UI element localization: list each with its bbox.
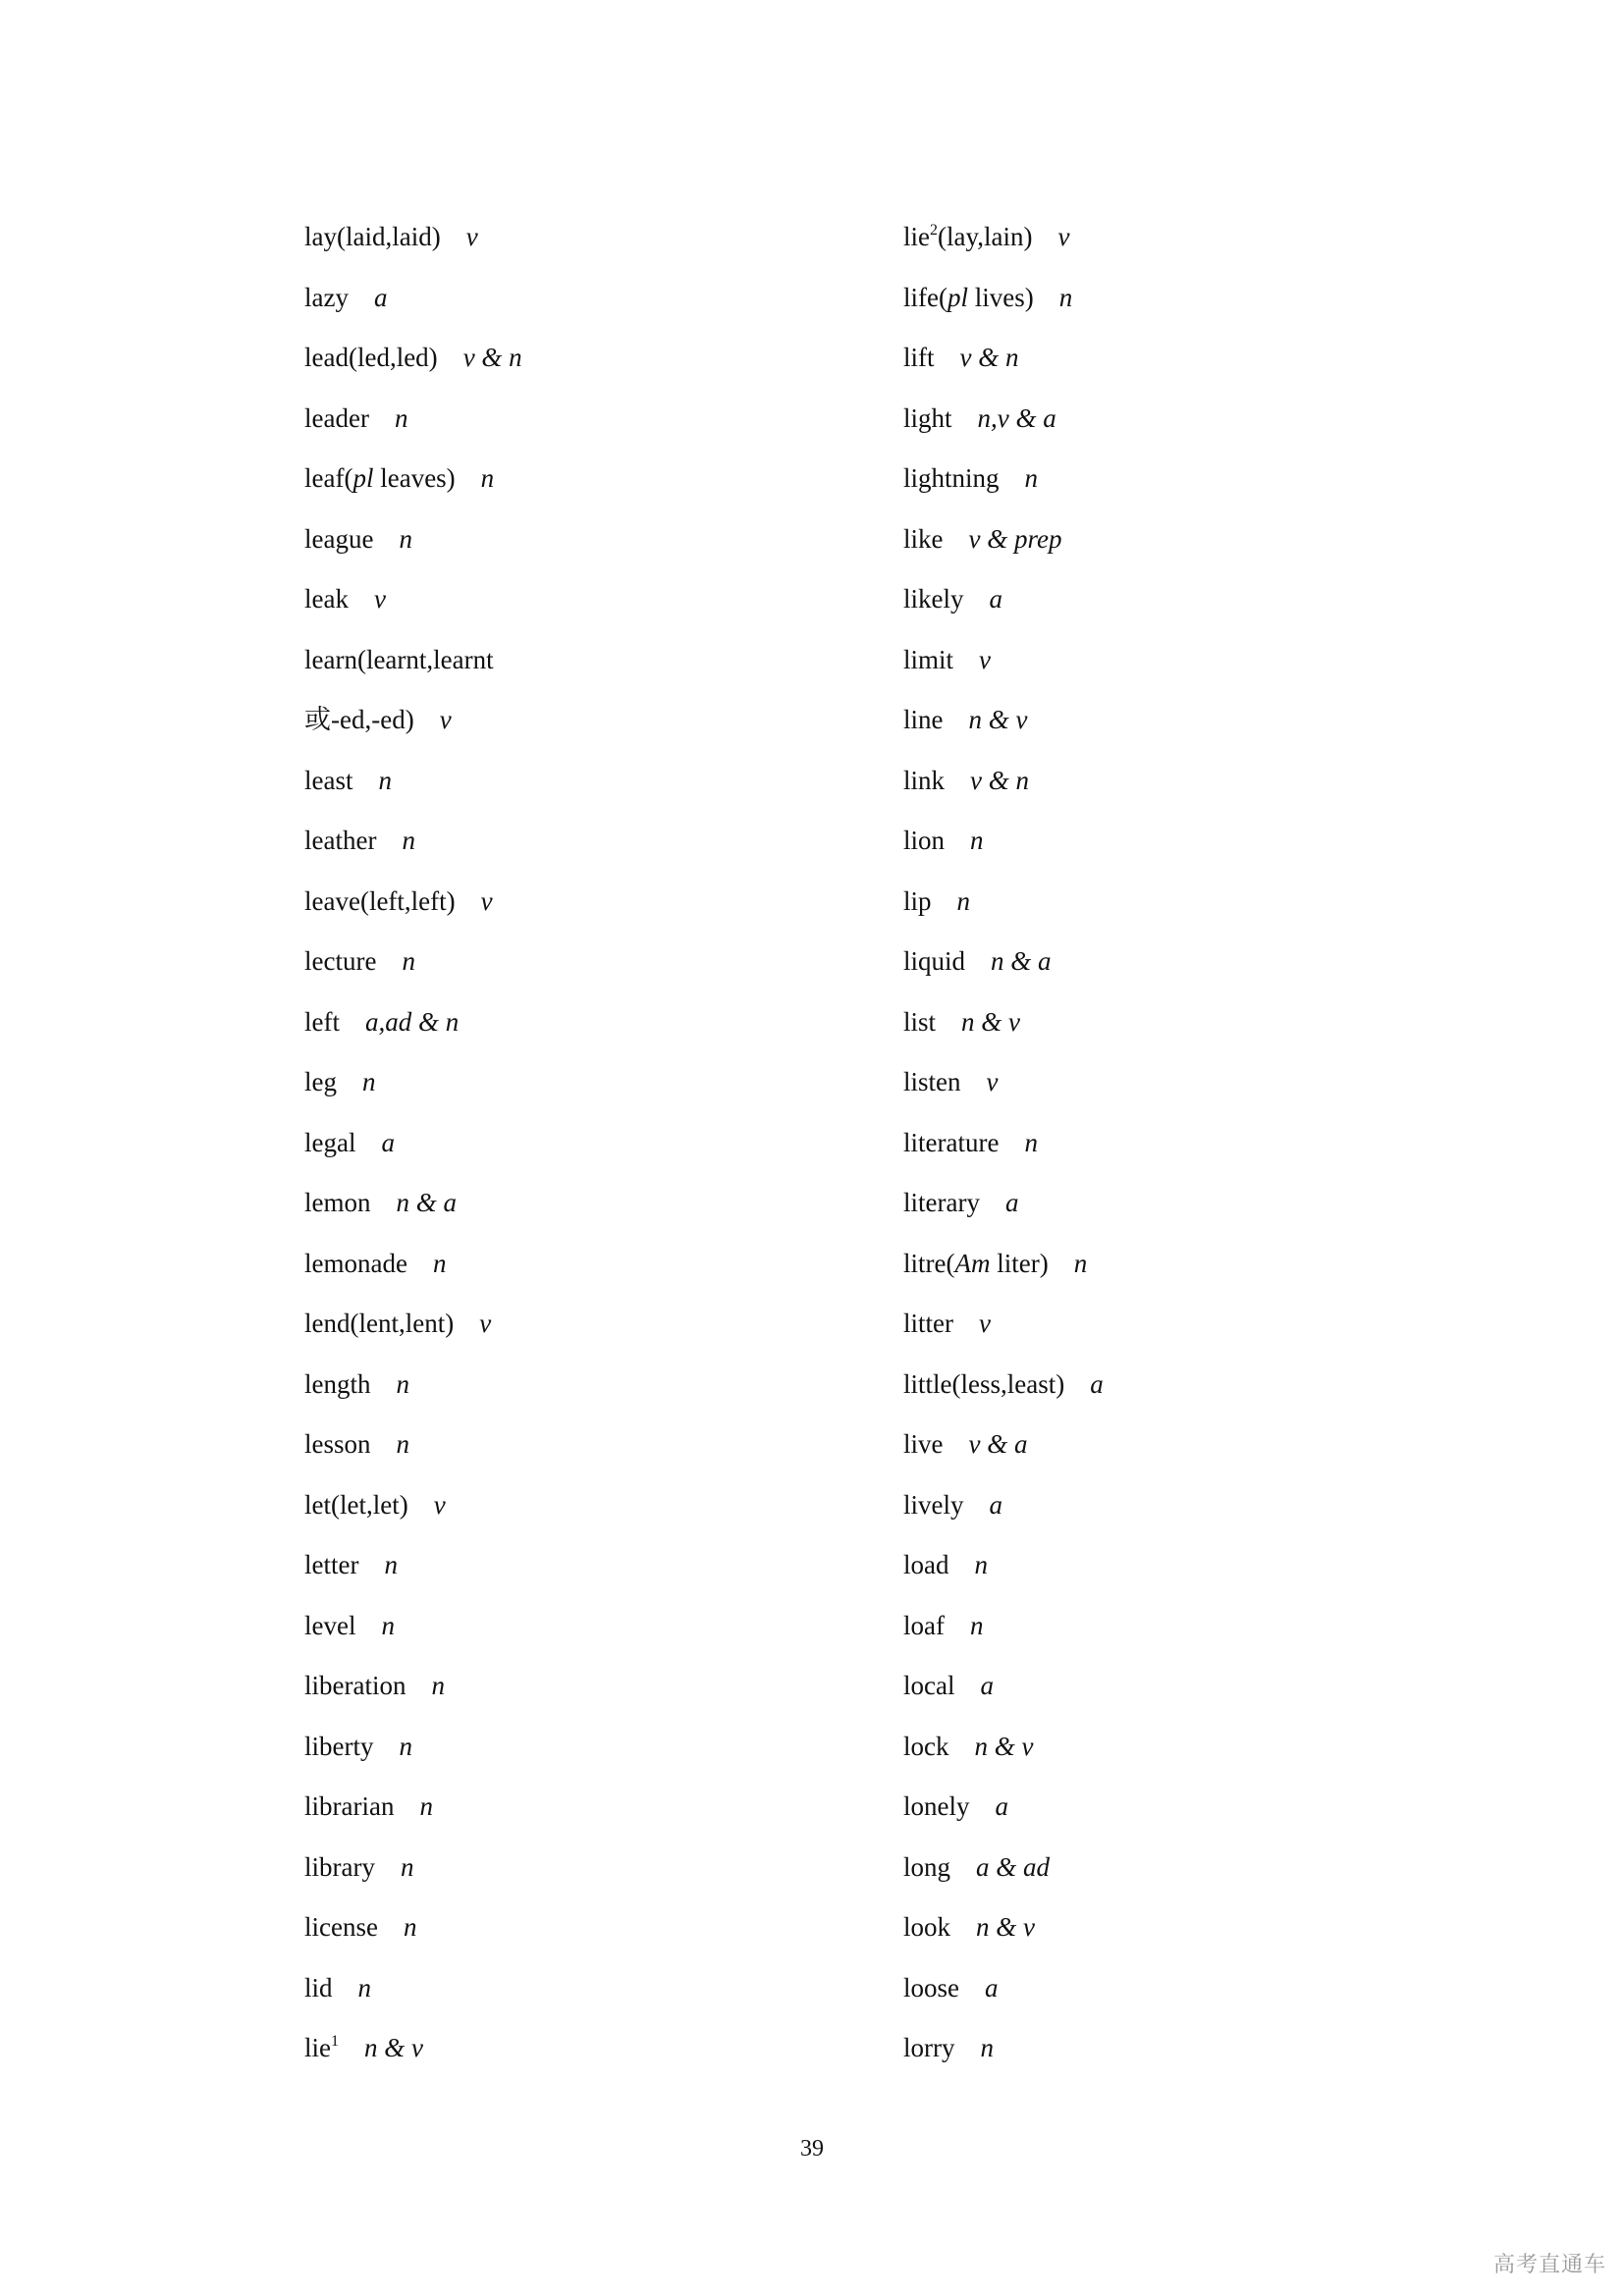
vocab-entry	[903, 2024, 1453, 2085]
entry-word: lie	[903, 222, 930, 251]
vocab-entry	[304, 937, 854, 998]
entry-part-of-speech: n	[1024, 463, 1039, 493]
entry-word: leak	[304, 584, 349, 614]
vocab-entry	[304, 1964, 854, 2025]
entry-part-of-speech: n	[396, 1429, 409, 1459]
entry-part-of-speech: a	[980, 1671, 994, 1700]
entry-word: lightning	[903, 463, 1000, 493]
vocab-entry	[903, 1541, 1453, 1602]
entry-word: light	[903, 402, 952, 433]
right-column	[903, 213, 1453, 2085]
vocab-entry	[304, 1843, 854, 1904]
entry-part-of-speech: a	[381, 1127, 395, 1157]
entry-word: lock	[903, 1731, 949, 1761]
entry-part-of-speech: n	[969, 1610, 984, 1640]
entry-part-of-speech: a,ad & n	[364, 1006, 460, 1037]
vocab-entry	[903, 1602, 1453, 1663]
entry-part-of-speech: a	[1004, 1188, 1019, 1217]
entry-part-of-speech: a	[373, 282, 388, 312]
vocab-entry	[304, 1420, 854, 1481]
entry-part-of-speech: a	[989, 584, 1002, 614]
vocab-entry	[304, 575, 854, 636]
entry-word: 或-ed,-ed)	[304, 705, 414, 734]
entry-word: literature	[903, 1127, 1000, 1157]
vocab-entry	[903, 636, 1453, 697]
entry-part-of-speech: n	[378, 765, 392, 795]
entry-word: litre(	[903, 1248, 955, 1278]
vocab-entry	[304, 1300, 854, 1361]
entry-part-of-speech: n	[402, 826, 415, 855]
vocab-entry	[903, 1240, 1453, 1301]
entry-word: lemonade	[304, 1248, 407, 1278]
vocab-entry	[903, 1119, 1453, 1180]
vocab-entry	[903, 395, 1453, 455]
entry-word: local	[903, 1671, 955, 1700]
entry-word: lorry	[903, 2033, 955, 2062]
entry-part-of-speech: v & n	[970, 765, 1030, 795]
vocab-entry	[304, 213, 854, 274]
vocab-entry	[304, 1240, 854, 1301]
entry-word: leader	[304, 402, 369, 433]
vocab-entry	[304, 1058, 854, 1119]
entry-word: literary	[903, 1188, 980, 1217]
vocab-entry	[304, 1179, 854, 1240]
entry-word: liberty	[304, 1731, 374, 1761]
entry-part-of-speech: n & v	[974, 1731, 1034, 1761]
vocab-entry	[304, 998, 854, 1059]
entry-part-of-speech: n	[399, 1731, 412, 1761]
entry-word-italic: pl	[352, 463, 374, 493]
entry-word: license	[304, 1912, 378, 1942]
vocab-entry	[304, 1361, 854, 1421]
entry-word: lesson	[304, 1429, 371, 1459]
entry-word: leg	[304, 1067, 337, 1096]
entry-superscript: 2	[930, 222, 938, 239]
vocab-entry	[304, 1662, 854, 1723]
vocab-entry	[903, 696, 1453, 757]
entry-word: left	[304, 1006, 340, 1037]
entry-word: lecture	[304, 946, 377, 976]
entry-part-of-speech: v	[986, 1067, 999, 1096]
entry-word-italic: pl	[947, 282, 968, 312]
vocab-entry	[903, 937, 1453, 998]
entry-word: let(let,let)	[304, 1489, 408, 1520]
entry-word: limit	[903, 644, 954, 674]
vocab-entry	[304, 878, 854, 938]
entry-part-of-speech: v	[1057, 222, 1070, 251]
vocab-entry	[304, 334, 854, 395]
entry-part-of-speech: n	[399, 523, 412, 554]
entry-part-of-speech: v	[433, 1489, 446, 1520]
entry-part-of-speech: v	[465, 222, 478, 251]
entry-word: lift	[903, 343, 935, 372]
entry-word: lend(lent,lent)	[304, 1308, 455, 1338]
entry-part-of-speech: n	[974, 1550, 988, 1579]
entry-word-italic: Am	[954, 1248, 991, 1278]
vocab-entry	[304, 636, 854, 697]
entry-word: leave(left,left)	[304, 885, 456, 916]
entry-part-of-speech: a & ad	[976, 1851, 1051, 1882]
vocab-entry	[903, 878, 1453, 938]
entry-word: litter	[903, 1308, 953, 1338]
vocab-entry	[903, 1783, 1453, 1843]
vocab-entry	[903, 1058, 1453, 1119]
page-number: 39	[800, 2136, 824, 2162]
entry-word: loaf	[903, 1610, 945, 1640]
entry-word-tail: lives)	[968, 282, 1034, 312]
vocab-entry	[903, 334, 1453, 395]
vocab-entry	[304, 1783, 854, 1843]
entry-word-tail: (lay,lain)	[938, 222, 1033, 251]
entry-word: link	[903, 765, 946, 795]
entry-word: lion	[903, 826, 946, 855]
vocab-entry	[903, 213, 1453, 274]
vocab-entry	[304, 274, 854, 335]
entry-part-of-speech: v	[479, 1308, 492, 1338]
left-column	[304, 213, 854, 2085]
entry-part-of-speech: a	[989, 1489, 1002, 1520]
vocab-entry	[903, 757, 1453, 818]
entry-word: letter	[304, 1550, 359, 1579]
vocab-entry	[903, 817, 1453, 878]
vocab-entry	[304, 817, 854, 878]
vocab-entry	[304, 1541, 854, 1602]
entry-word: lead(led,led)	[304, 343, 438, 372]
entry-part-of-speech: n & v	[364, 2033, 423, 2062]
vocab-entry	[304, 1481, 854, 1542]
entry-word: little(less,least)	[903, 1368, 1065, 1399]
entry-part-of-speech: n	[980, 2033, 994, 2062]
vocab-entry	[903, 1179, 1453, 1240]
vocab-entry	[304, 515, 854, 576]
entry-part-of-speech: n	[956, 885, 971, 916]
entry-word: long	[903, 1851, 951, 1882]
entry-part-of-speech: v	[439, 705, 452, 734]
vocab-entry	[903, 1420, 1453, 1481]
entry-part-of-speech: n	[362, 1067, 376, 1096]
entry-part-of-speech: n	[394, 402, 408, 433]
entry-part-of-speech: v & n	[959, 343, 1019, 372]
entry-word: lip	[903, 885, 932, 916]
vocab-entry	[903, 274, 1453, 335]
entry-part-of-speech: v	[480, 885, 493, 916]
entry-part-of-speech: a	[1090, 1368, 1104, 1399]
entry-part-of-speech: v & prep	[968, 523, 1062, 554]
entry-word: learn(learnt,learnt	[304, 644, 494, 674]
entry-word: likely	[903, 584, 964, 614]
entry-word: lid	[304, 1972, 333, 2002]
entry-word: leather	[304, 826, 377, 855]
entry-word: lemon	[304, 1188, 371, 1217]
entry-part-of-speech: n	[384, 1550, 398, 1579]
vocab-entry	[304, 757, 854, 818]
entry-part-of-speech: n	[1058, 282, 1073, 312]
entry-part-of-speech: n	[381, 1610, 395, 1640]
entry-word: level	[304, 1610, 356, 1640]
entry-word: line	[903, 705, 944, 734]
entry-part-of-speech: n & v	[961, 1006, 1021, 1037]
vocab-entry	[903, 1903, 1453, 1964]
entry-word: loose	[903, 1972, 959, 2002]
entry-part-of-speech: v	[979, 644, 991, 674]
entry-word: lay(laid,laid)	[304, 222, 441, 251]
entry-word: lonely	[903, 1791, 970, 1821]
entry-word: listen	[903, 1067, 961, 1096]
entry-part-of-speech: n	[402, 946, 415, 976]
vocab-entry	[903, 575, 1453, 636]
vocab-entry	[304, 696, 854, 757]
entry-word: like	[903, 523, 944, 554]
entry-superscript: 1	[331, 2033, 339, 2050]
entry-part-of-speech: n & a	[396, 1188, 458, 1217]
entry-part-of-speech: n & a	[991, 946, 1052, 976]
entry-part-of-speech: n,v & a	[977, 402, 1056, 433]
entry-word: legal	[304, 1127, 356, 1157]
vocab-entry	[304, 454, 854, 515]
entry-part-of-speech: n	[357, 1972, 372, 2002]
vocab-entry	[304, 395, 854, 455]
vocab-entry	[903, 1662, 1453, 1723]
entry-word: liberation	[304, 1671, 406, 1700]
entry-word: list	[903, 1006, 937, 1037]
entry-part-of-speech: n	[1073, 1248, 1088, 1278]
vocab-entry	[903, 454, 1453, 515]
entry-word: librarian	[304, 1791, 395, 1821]
vocab-entry	[903, 1723, 1453, 1784]
vocab-entry	[903, 1300, 1453, 1361]
entry-part-of-speech: a	[985, 1972, 999, 2002]
entry-part-of-speech: n & v	[968, 705, 1028, 734]
vocab-entry	[304, 1903, 854, 1964]
vocab-entry	[304, 1723, 854, 1784]
entry-word: load	[903, 1550, 949, 1579]
vocab-entry	[304, 1602, 854, 1663]
entry-word-tail: leaves)	[373, 463, 456, 493]
vocab-entry	[903, 515, 1453, 576]
entry-word: library	[304, 1851, 375, 1882]
vocab-entry	[903, 1361, 1453, 1421]
entry-part-of-speech: n	[396, 1368, 409, 1399]
entry-part-of-speech: v & n	[462, 343, 522, 372]
entry-word: liquid	[903, 946, 966, 976]
entry-part-of-speech: n	[1024, 1127, 1038, 1157]
vocab-entry	[903, 1843, 1453, 1904]
vocab-entry	[304, 2024, 854, 2085]
entry-word: lie	[304, 2033, 331, 2062]
vocab-entry	[903, 1481, 1453, 1542]
entry-part-of-speech: n	[432, 1248, 447, 1278]
entry-part-of-speech: v	[978, 1308, 991, 1338]
entry-part-of-speech: n	[403, 1912, 417, 1942]
entry-word: look	[903, 1912, 951, 1942]
entry-part-of-speech: v	[373, 584, 386, 614]
vocab-entry	[903, 1964, 1453, 2025]
entry-part-of-speech: n	[419, 1791, 433, 1821]
entry-word: life(	[903, 282, 947, 312]
entry-word: lively	[903, 1489, 964, 1520]
vocab-entry	[903, 998, 1453, 1059]
entry-word: least	[304, 765, 353, 795]
entry-part-of-speech: a	[995, 1791, 1008, 1821]
entry-part-of-speech: v & a	[968, 1429, 1028, 1459]
entry-word: lazy	[304, 282, 349, 312]
entry-word: league	[304, 523, 374, 554]
entry-word-tail: liter)	[990, 1248, 1049, 1278]
watermark: 高考直通车	[1492, 2253, 1606, 2277]
entry-word: leaf(	[304, 463, 353, 493]
entry-part-of-speech: n	[480, 463, 495, 493]
entry-part-of-speech: n	[431, 1671, 445, 1700]
entry-word: length	[304, 1368, 371, 1399]
entry-part-of-speech: n	[400, 1851, 414, 1882]
vocab-entry	[304, 1119, 854, 1180]
entry-part-of-speech: n	[970, 826, 984, 855]
entry-word: live	[903, 1429, 944, 1459]
entry-part-of-speech: n & v	[976, 1912, 1036, 1942]
